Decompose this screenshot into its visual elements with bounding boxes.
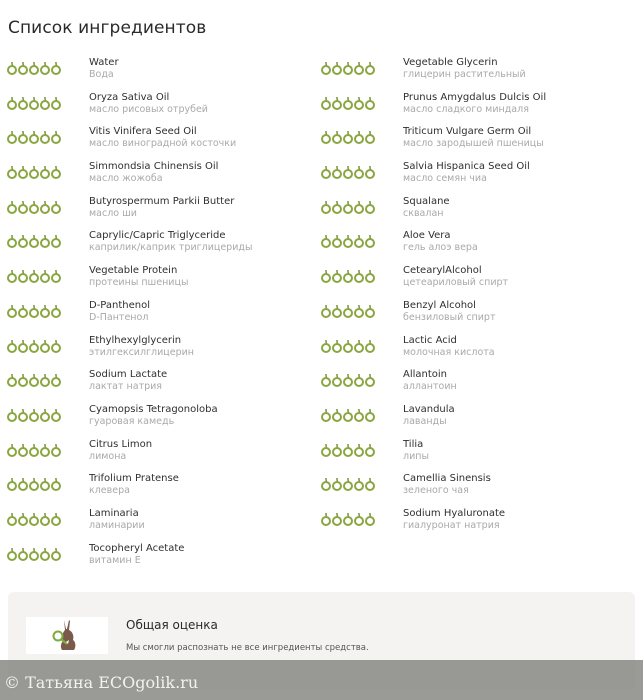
olive-icon <box>321 512 331 526</box>
rating-olives <box>7 165 61 179</box>
olive-icon <box>354 477 364 491</box>
olive-icon <box>29 234 39 248</box>
ingredient-name: Squalane <box>403 195 450 207</box>
olive-icon <box>343 512 353 526</box>
rating-olives <box>321 130 375 144</box>
ingredient-translation: глицерин растительный <box>403 69 526 80</box>
olive-icon <box>332 61 342 75</box>
ingredient-name: Tilia <box>403 438 424 450</box>
olive-icon <box>343 408 353 422</box>
olive-icon <box>343 234 353 248</box>
ingredient-translation: каприлик/каприк триглицериды <box>89 242 253 254</box>
olive-icon <box>321 165 331 179</box>
rating-olives <box>7 234 61 248</box>
ingredient-translation: масло ши <box>89 207 137 219</box>
ingredient-row <box>314 229 629 264</box>
olive-icon <box>51 61 61 75</box>
ingredient-translation: ламинарии <box>89 519 145 531</box>
olive-icon <box>365 304 375 318</box>
rating-olives <box>7 512 61 526</box>
olive-icon <box>51 373 61 387</box>
rating-olives <box>7 373 61 387</box>
olive-icon <box>18 443 28 457</box>
olive-icon <box>18 512 28 526</box>
ingredient-names <box>89 369 167 393</box>
olive-icon <box>7 443 17 457</box>
olive-icon <box>18 96 28 110</box>
rating-olives <box>321 96 375 110</box>
ingredient-name: Citrus Limon <box>89 438 153 450</box>
olive-icon <box>343 269 353 283</box>
olive-icon <box>29 512 39 526</box>
ingredient-row <box>0 229 315 264</box>
rating-olives <box>7 547 61 561</box>
olive-icon <box>29 443 39 457</box>
rating-olives <box>321 269 375 283</box>
ingredient-translation: масло сладкого миндаля <box>403 103 529 115</box>
olive-icon <box>354 234 364 248</box>
ingredient-name: Benzyl Alcohol <box>403 299 476 311</box>
ingredient-translation: липы <box>403 450 429 462</box>
ingredient-translation: витамин Е <box>89 554 141 566</box>
ingredient-name: Cyamopsis Tetragonoloba <box>89 403 218 415</box>
ingredient-name: Sodium Lactate <box>89 369 168 381</box>
olive-icon <box>40 234 50 248</box>
olive-icon <box>40 373 50 387</box>
ingredient-names <box>403 196 450 220</box>
ingredient-translation: масло рисовых отрубей <box>89 103 208 115</box>
olive-icon <box>365 269 375 283</box>
ingredient-row <box>0 438 315 473</box>
olive-icon <box>332 269 342 283</box>
ingredient-names <box>403 265 508 289</box>
olive-icon <box>321 408 331 422</box>
ingredient-name: Simmondsia Chinensis Oil <box>89 161 219 173</box>
olive-icon <box>18 269 28 283</box>
ingredient-list-left <box>0 56 315 576</box>
olive-icon <box>332 96 342 110</box>
olive-icon <box>365 477 375 491</box>
olive-icon <box>18 61 28 75</box>
ingredient-row <box>314 264 629 299</box>
ingredient-row <box>0 264 315 299</box>
ingredient-name: Laminaria <box>89 507 139 519</box>
ingredient-row <box>314 125 629 160</box>
ingredient-translation: сквалан <box>403 207 444 219</box>
olive-icon <box>7 408 17 422</box>
ingredient-translation: масло виноградной косточки <box>89 138 237 150</box>
olive-icon <box>354 339 364 353</box>
olive-icon <box>7 96 17 110</box>
rating-olives <box>7 443 61 457</box>
ingredient-name: Lactic Acid <box>403 334 457 346</box>
olive-icon <box>343 130 353 144</box>
olive-icon <box>321 200 331 214</box>
olive-icon <box>365 408 375 422</box>
summary-logo <box>26 617 108 654</box>
olive-icon <box>7 165 17 179</box>
ingredient-names <box>403 126 544 150</box>
ingredient-row <box>0 195 315 230</box>
rating-olives <box>321 339 375 353</box>
ingredient-name: Tocopheryl Acetate <box>89 542 185 554</box>
ingredient-row <box>0 507 315 542</box>
rating-olives <box>7 200 61 214</box>
olive-icon <box>354 165 364 179</box>
olive-icon <box>40 130 50 144</box>
olive-icon <box>7 234 17 248</box>
olive-icon <box>365 339 375 353</box>
olive-icon <box>51 443 61 457</box>
ingredient-row <box>0 160 315 195</box>
olive-icon <box>7 269 17 283</box>
ingredient-names <box>89 300 150 324</box>
olive-icon <box>332 477 342 491</box>
ingredient-name: Water <box>89 57 119 68</box>
olive-icon <box>343 304 353 318</box>
rating-olives <box>321 373 375 387</box>
ingredient-names <box>89 439 152 463</box>
rating-olives <box>321 304 375 318</box>
rating-olives <box>7 304 61 318</box>
olive-icon <box>332 408 342 422</box>
olive-icon <box>51 130 61 144</box>
olive-icon <box>40 477 50 491</box>
olive-icon <box>343 200 353 214</box>
olive-icon <box>40 443 50 457</box>
ingredient-names <box>89 230 252 254</box>
ingredient-names <box>89 196 234 220</box>
olive-icon <box>18 339 28 353</box>
olive-icon <box>18 477 28 491</box>
ingredient-translation: этилгексилглицерин <box>89 346 195 358</box>
ingredient-row <box>314 195 629 230</box>
ingredient-list-right <box>314 56 629 542</box>
olive-icon <box>18 304 28 318</box>
olive-icon <box>51 200 61 214</box>
olive-icon <box>354 269 364 283</box>
olive-icon <box>343 61 353 75</box>
ingredient-name: Lavandula <box>403 403 455 415</box>
olive-icon <box>321 373 331 387</box>
ingredient-names <box>403 92 546 116</box>
olive-icon <box>354 408 364 422</box>
olive-icon <box>40 408 50 422</box>
ingredient-row <box>314 472 629 507</box>
rating-olives <box>321 443 375 457</box>
olive-icon <box>343 96 353 110</box>
ingredient-name: Camellia Sinensis <box>403 473 491 485</box>
ingredient-name: Salvia Hispanica Seed Oil <box>403 161 530 173</box>
olive-icon <box>332 443 342 457</box>
rating-olives <box>7 477 61 491</box>
ingredient-translation: бензиловый спирт <box>403 311 496 323</box>
olive-icon <box>354 512 364 526</box>
olive-icon <box>7 130 17 144</box>
olive-icon <box>321 130 331 144</box>
ingredient-name: Vitis Vinifera Seed Oil <box>89 126 197 138</box>
ingredient-name: Aloe Vera <box>403 230 451 242</box>
olive-icon <box>29 130 39 144</box>
olive-icon <box>18 234 28 248</box>
ingredient-name: Ethylhexylglycerin <box>89 334 182 346</box>
olive-icon <box>321 339 331 353</box>
olive-icon <box>51 339 61 353</box>
olive-icon <box>51 512 61 526</box>
rating-olives <box>321 408 375 422</box>
rating-olives <box>7 408 61 422</box>
olive-icon <box>321 443 331 457</box>
ingredient-translation: масло жожоба <box>89 173 163 185</box>
ingredient-name: Prunus Amygdalus Dulcis Oil <box>403 91 547 103</box>
olive-icon <box>321 96 331 110</box>
olive-icon <box>29 304 39 318</box>
olive-icon <box>332 304 342 318</box>
ingredient-names <box>403 369 457 393</box>
olive-icon <box>7 547 17 561</box>
watermark-bar <box>0 660 643 700</box>
ingredient-name: Caprylic/Capric Triglyceride <box>89 230 226 242</box>
summary-title: Общая оценка <box>126 618 218 632</box>
olive-icon <box>18 165 28 179</box>
olive-icon <box>343 443 353 457</box>
olive-icon <box>51 165 61 179</box>
olive-icon <box>354 61 364 75</box>
ingredient-row <box>314 91 629 126</box>
ingredient-translation: лимона <box>89 450 127 462</box>
rabbit-magnifier-icon <box>52 619 82 653</box>
olive-icon <box>365 165 375 179</box>
ingredient-name: Triticum Vulgare Germ Oil <box>403 126 532 138</box>
olive-icon <box>332 200 342 214</box>
ingredient-names <box>89 508 145 532</box>
rating-olives <box>321 200 375 214</box>
olive-icon <box>332 234 342 248</box>
ingredient-row <box>314 438 629 473</box>
rating-olives <box>321 61 375 75</box>
rating-olives <box>321 512 375 526</box>
olive-icon <box>18 373 28 387</box>
ingredient-names <box>89 92 208 116</box>
ingredient-name: Sodium Hyaluronate <box>403 507 506 519</box>
ingredient-translation: аллантоин <box>403 381 457 393</box>
ingredient-row <box>0 56 315 91</box>
olive-icon <box>7 61 17 75</box>
olive-icon <box>40 339 50 353</box>
rating-olives <box>7 130 61 144</box>
ingredient-translation: лактат натрия <box>89 381 163 393</box>
rating-olives <box>7 96 61 110</box>
olive-icon <box>321 477 331 491</box>
olive-icon <box>40 304 50 318</box>
olive-icon <box>40 61 50 75</box>
olive-icon <box>40 96 50 110</box>
rating-olives <box>7 61 61 75</box>
ingredient-names <box>89 473 179 497</box>
olive-icon <box>51 408 61 422</box>
ingredient-row <box>314 160 629 195</box>
rating-olives <box>7 339 61 353</box>
ingredient-name: Butyrospermum Parkii Butter <box>89 195 235 207</box>
ingredient-translation: гель алоэ вера <box>403 242 478 254</box>
ingredient-translation: Вода <box>89 69 114 80</box>
olive-icon <box>51 304 61 318</box>
olive-icon <box>354 373 364 387</box>
summary-text: Мы смогли распознать не все ингредиенты средства. <box>126 643 369 653</box>
ingredient-names <box>403 439 429 463</box>
ingredient-translation: масло семян чиа <box>403 173 487 185</box>
olive-icon <box>29 547 39 561</box>
olive-icon <box>365 443 375 457</box>
watermark-text: © Татьяна ECOgolik.ru <box>4 673 199 692</box>
ingredient-names <box>89 161 218 185</box>
olive-icon <box>51 234 61 248</box>
ingredient-names <box>89 335 194 359</box>
olive-icon <box>18 200 28 214</box>
ingredient-names <box>403 230 478 254</box>
ingredient-translation: D-Пантенол <box>89 311 149 323</box>
olive-icon <box>51 269 61 283</box>
olive-icon <box>29 477 39 491</box>
olive-icon <box>40 269 50 283</box>
olive-icon <box>18 408 28 422</box>
olive-icon <box>321 234 331 248</box>
ingredient-translation: масло зародышей пшеницы <box>403 138 544 150</box>
olive-icon <box>29 269 39 283</box>
ingredient-translation: цетеариловый спирт <box>403 277 509 289</box>
olive-icon <box>51 477 61 491</box>
olive-icon <box>321 61 331 75</box>
ingredient-names <box>89 265 188 289</box>
olive-icon <box>7 339 17 353</box>
olive-icon <box>29 373 39 387</box>
ingredient-names <box>403 335 495 359</box>
olive-icon <box>51 96 61 110</box>
ingredient-name: Vegetable Glycerin <box>403 57 498 68</box>
ingredient-names <box>403 161 530 185</box>
ingredient-row <box>314 56 629 91</box>
ingredient-row <box>314 507 629 542</box>
ingredient-row <box>0 334 315 369</box>
olive-icon <box>354 304 364 318</box>
olive-icon <box>40 165 50 179</box>
ingredient-name: Trifolium Pratense <box>89 473 179 485</box>
olive-icon <box>365 61 375 75</box>
ingredient-translation: молочная кислота <box>403 346 495 358</box>
ingredient-names <box>89 126 236 150</box>
ingredient-name: CetearylAlcohol <box>403 265 482 277</box>
olive-icon <box>7 512 17 526</box>
olive-icon <box>332 512 342 526</box>
ingredient-row <box>0 91 315 126</box>
olive-icon <box>343 165 353 179</box>
olive-icon <box>7 477 17 491</box>
ingredient-names <box>89 543 184 567</box>
olive-icon <box>332 373 342 387</box>
page-title: Список ингредиентов <box>8 18 207 38</box>
olive-icon <box>29 96 39 110</box>
ingredient-names <box>403 404 455 428</box>
olive-icon <box>332 130 342 144</box>
olive-icon <box>7 200 17 214</box>
olive-icon <box>332 339 342 353</box>
olive-icon <box>29 339 39 353</box>
olive-icon <box>332 165 342 179</box>
olive-icon <box>365 234 375 248</box>
ingredient-row <box>0 368 315 403</box>
ingredient-names <box>89 57 119 81</box>
ingredient-translation: протеины пшеницы <box>89 277 189 289</box>
olive-icon <box>321 269 331 283</box>
ingredient-translation: зеленого чая <box>403 485 469 497</box>
olive-icon <box>354 96 364 110</box>
ingredient-names <box>403 57 526 81</box>
olive-icon <box>321 304 331 318</box>
ingredient-translation: лаванды <box>403 415 447 427</box>
ingredient-row <box>314 368 629 403</box>
ingredient-names <box>403 473 491 497</box>
olive-icon <box>18 130 28 144</box>
ingredient-row <box>314 299 629 334</box>
olive-icon <box>18 547 28 561</box>
ingredient-names <box>89 404 218 428</box>
ingredient-translation: клевера <box>89 485 130 497</box>
rating-olives <box>7 269 61 283</box>
olive-icon <box>343 373 353 387</box>
olive-icon <box>365 200 375 214</box>
ingredient-row <box>0 403 315 438</box>
ingredient-row <box>0 542 315 577</box>
ingredient-name: Allantoin <box>403 369 448 381</box>
ingredient-row <box>0 299 315 334</box>
olive-icon <box>29 408 39 422</box>
olive-icon <box>7 304 17 318</box>
ingredient-translation: гиалуронат натрия <box>403 519 500 531</box>
olive-icon <box>51 547 61 561</box>
olive-icon <box>354 443 364 457</box>
ingredient-row <box>314 403 629 438</box>
ingredient-name: Vegetable Protein <box>89 265 178 277</box>
olive-icon <box>7 373 17 387</box>
olive-icon <box>343 339 353 353</box>
olive-icon <box>365 512 375 526</box>
olive-icon <box>29 61 39 75</box>
olive-icon <box>354 200 364 214</box>
ingredient-translation: гуаровая камедь <box>89 415 175 427</box>
olive-icon <box>29 165 39 179</box>
olive-icon <box>40 512 50 526</box>
ingredient-row <box>314 334 629 369</box>
rating-olives <box>321 477 375 491</box>
olive-icon <box>354 130 364 144</box>
olive-icon <box>365 373 375 387</box>
olive-icon <box>29 200 39 214</box>
ingredient-names <box>403 508 505 532</box>
olive-icon <box>365 96 375 110</box>
ingredient-name: D-Panthenol <box>89 299 151 311</box>
ingredient-row <box>0 125 315 160</box>
ingredient-row <box>0 472 315 507</box>
olive-icon <box>365 130 375 144</box>
rating-olives <box>321 165 375 179</box>
olive-icon <box>343 477 353 491</box>
olive-icon <box>40 200 50 214</box>
ingredient-names <box>403 300 496 324</box>
olive-icon <box>40 547 50 561</box>
ingredient-name: Oryza Sativa Oil <box>89 91 170 103</box>
rating-olives <box>321 234 375 248</box>
